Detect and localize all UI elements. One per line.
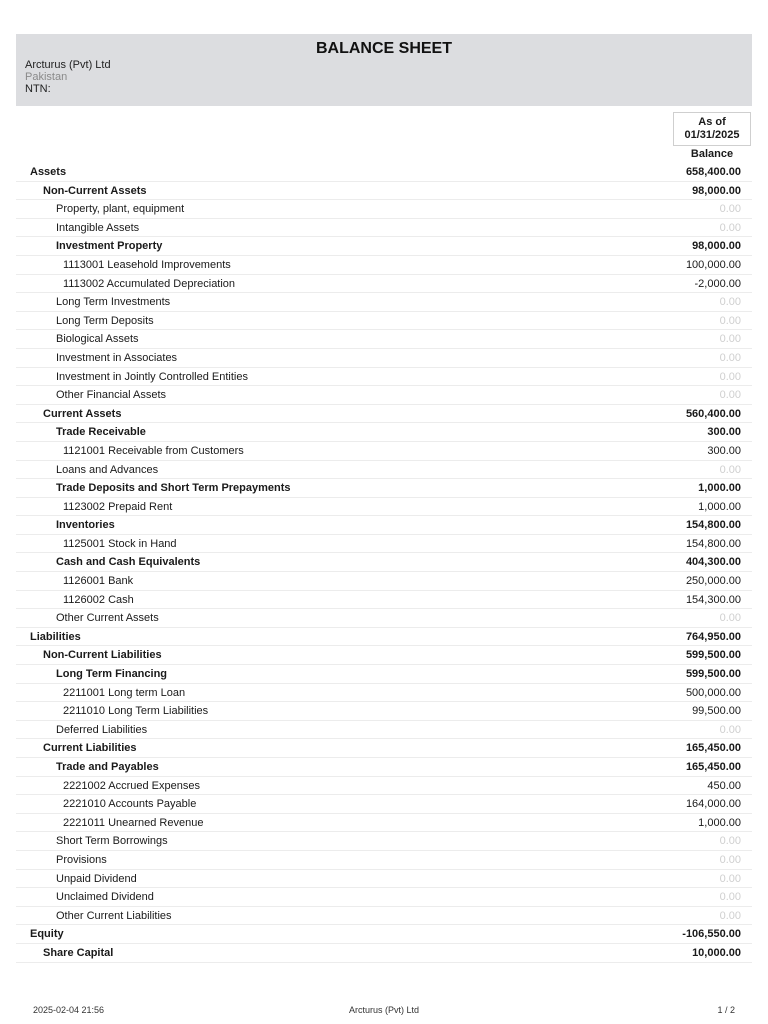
row-label: Current Assets — [43, 407, 122, 420]
table-row — [16, 832, 752, 851]
row-label: 1126001 Bank — [63, 575, 134, 588]
row-label: 2221002 Accrued Expenses — [63, 779, 200, 792]
table-row — [16, 442, 752, 461]
table-row — [16, 795, 752, 814]
table-row — [16, 182, 752, 201]
row-value: 1,000.00 — [698, 816, 741, 829]
row-value: 0.00 — [719, 333, 741, 346]
row-label: Intangible Assets — [56, 221, 140, 234]
row-value: 0.00 — [719, 853, 741, 866]
table-row — [16, 777, 752, 796]
row-label: Investment Property — [56, 240, 163, 253]
row-label: Property, plant, equipment — [56, 203, 185, 216]
row-label: Other Current Assets — [56, 612, 159, 625]
row-label: Other Financial Assets — [56, 389, 167, 402]
row-value: 300.00 — [707, 444, 741, 457]
row-value: 100,000.00 — [685, 258, 741, 271]
table-row — [16, 907, 752, 926]
row-value: 250,000.00 — [685, 575, 741, 588]
row-label: Other Current Liabilities — [56, 909, 172, 922]
footer-page-number: 1 / 2 — [717, 1005, 735, 1015]
row-value: 154,800.00 — [685, 537, 741, 550]
row-label: Long Term Financing — [56, 668, 168, 681]
row-label: 2211010 Long Term Liabilities — [63, 705, 209, 718]
table-row — [16, 814, 752, 833]
table-row — [16, 163, 752, 182]
row-label: 2221010 Accounts Payable — [63, 798, 197, 811]
row-label: 2221011 Unearned Revenue — [63, 816, 204, 829]
row-value: 1,000.00 — [698, 482, 741, 495]
row-label: 1113002 Accumulated Depreciation — [63, 277, 236, 290]
table-row — [16, 293, 752, 312]
row-label: Trade and Payables — [56, 761, 159, 773]
table-row — [16, 553, 752, 572]
balance-sheet-table — [16, 163, 752, 963]
footer-timestamp: 2025-02-04 21:56 — [33, 1005, 105, 1015]
table-row — [16, 237, 752, 256]
row-label: Cash and Cash Equivalents — [56, 556, 201, 569]
company-name: Arcturus (Pvt) Ltd — [25, 59, 111, 71]
row-value: 0.00 — [719, 351, 741, 364]
row-value: 10,000.00 — [692, 946, 741, 959]
table-row — [16, 925, 752, 944]
row-value: 0.00 — [719, 872, 741, 885]
row-value: 0.00 — [719, 221, 741, 234]
company-country: Pakistan — [25, 71, 68, 83]
table-row — [16, 535, 752, 554]
row-label: Equity — [30, 928, 64, 941]
row-value: 165,450.00 — [685, 761, 741, 773]
table-row — [16, 646, 752, 665]
column-header-as-of — [673, 112, 751, 146]
row-label: 1113001 Leasehold Improvements — [63, 258, 231, 271]
row-value: -106,550.00 — [682, 928, 741, 941]
row-value: 0.00 — [719, 314, 741, 327]
table-row — [16, 572, 752, 591]
table-row — [16, 312, 752, 331]
row-value: 658,400.00 — [685, 166, 741, 178]
row-label: Current Liabilities — [43, 742, 137, 755]
table-row — [16, 721, 752, 740]
row-value: 0.00 — [719, 296, 741, 309]
table-row — [16, 405, 752, 424]
table-row — [16, 349, 752, 368]
row-value: 300.00 — [707, 426, 741, 439]
table-row — [16, 684, 752, 703]
row-value: 764,950.00 — [685, 630, 741, 643]
row-value: 0.00 — [719, 891, 741, 904]
row-label: 2211001 Long term Loan — [63, 686, 186, 699]
as-of-date: 01/31/2025 — [684, 129, 740, 141]
table-row — [16, 461, 752, 480]
row-label: Unclaimed Dividend — [56, 891, 154, 904]
row-value: 450.00 — [707, 779, 741, 792]
table-row — [16, 758, 752, 777]
table-row — [16, 330, 752, 349]
row-value: 0.00 — [719, 389, 741, 402]
row-label: Trade Receivable — [56, 426, 146, 439]
table-row — [16, 219, 752, 238]
row-value: 0.00 — [719, 909, 741, 922]
row-value: 0.00 — [719, 612, 741, 625]
row-value: 154,300.00 — [685, 593, 741, 606]
row-value: 154,800.00 — [685, 519, 741, 532]
table-row — [16, 702, 752, 721]
row-label: 1125001 Stock in Hand — [63, 537, 177, 550]
footer-company: Arcturus (Pvt) Ltd — [348, 1005, 420, 1015]
row-value: 0.00 — [719, 463, 741, 476]
table-row — [16, 479, 752, 498]
row-label: Trade Deposits and Short Term Prepayments — [56, 482, 291, 495]
table-row — [16, 609, 752, 628]
row-value: 599,500.00 — [685, 649, 741, 662]
row-label: Deferred Liabilities — [56, 723, 148, 736]
row-label: 1121001 Receivable from Customers — [63, 444, 244, 457]
row-label: Long Term Investments — [56, 296, 171, 309]
row-label: Unpaid Dividend — [56, 872, 137, 885]
row-label: Investment in Associates — [56, 351, 178, 364]
row-label: Inventories — [56, 519, 115, 532]
row-label: Investment in Jointly Controlled Entities — [56, 370, 248, 383]
row-label: Biological Assets — [56, 333, 139, 346]
row-label: Share Capital — [43, 946, 114, 959]
table-row — [16, 200, 752, 219]
row-label: Long Term Deposits — [56, 314, 154, 327]
table-row — [16, 591, 752, 610]
column-subheader-balance: Balance — [690, 148, 734, 160]
row-label: Liabilities — [30, 630, 81, 643]
row-label: Short Term Borrowings — [56, 835, 168, 848]
table-row — [16, 256, 752, 275]
row-value: 99,500.00 — [692, 705, 741, 718]
table-row — [16, 628, 752, 647]
table-row — [16, 739, 752, 758]
row-value: 0.00 — [719, 370, 741, 383]
row-value: 98,000.00 — [692, 184, 741, 197]
report-header — [16, 34, 752, 106]
table-row — [16, 386, 752, 405]
row-value: 599,500.00 — [685, 668, 741, 681]
company-ntn: NTN: — [25, 83, 51, 95]
row-label: 1126002 Cash — [63, 593, 134, 606]
row-value: -2,000.00 — [694, 277, 741, 290]
report-title: BALANCE SHEET — [315, 40, 452, 57]
row-label: Provisions — [56, 853, 107, 866]
table-row — [16, 944, 752, 963]
row-value: 1,000.00 — [698, 500, 741, 513]
row-label: Non-Current Assets — [43, 184, 147, 197]
table-row — [16, 516, 752, 535]
table-row — [16, 851, 752, 870]
row-value: 164,000.00 — [685, 798, 741, 811]
row-value: 165,450.00 — [685, 742, 741, 755]
table-row — [16, 888, 752, 907]
table-row — [16, 368, 752, 387]
row-value: 404,300.00 — [685, 556, 741, 569]
row-value: 98,000.00 — [692, 240, 741, 253]
table-row — [16, 275, 752, 294]
as-of-label: As of — [698, 116, 726, 128]
row-value: 0.00 — [719, 723, 741, 736]
row-value: 560,400.00 — [685, 407, 741, 420]
table-row — [16, 665, 752, 684]
row-label: Non-Current Liabilities — [43, 649, 162, 662]
row-label: Assets — [30, 166, 67, 178]
row-value: 0.00 — [719, 203, 741, 216]
table-row — [16, 498, 752, 517]
row-label: 1123002 Prepaid Rent — [63, 500, 173, 513]
table-row — [16, 423, 752, 442]
row-label: Loans and Advances — [56, 463, 159, 476]
row-value: 500,000.00 — [685, 686, 741, 699]
row-value: 0.00 — [719, 835, 741, 848]
table-row — [16, 870, 752, 889]
